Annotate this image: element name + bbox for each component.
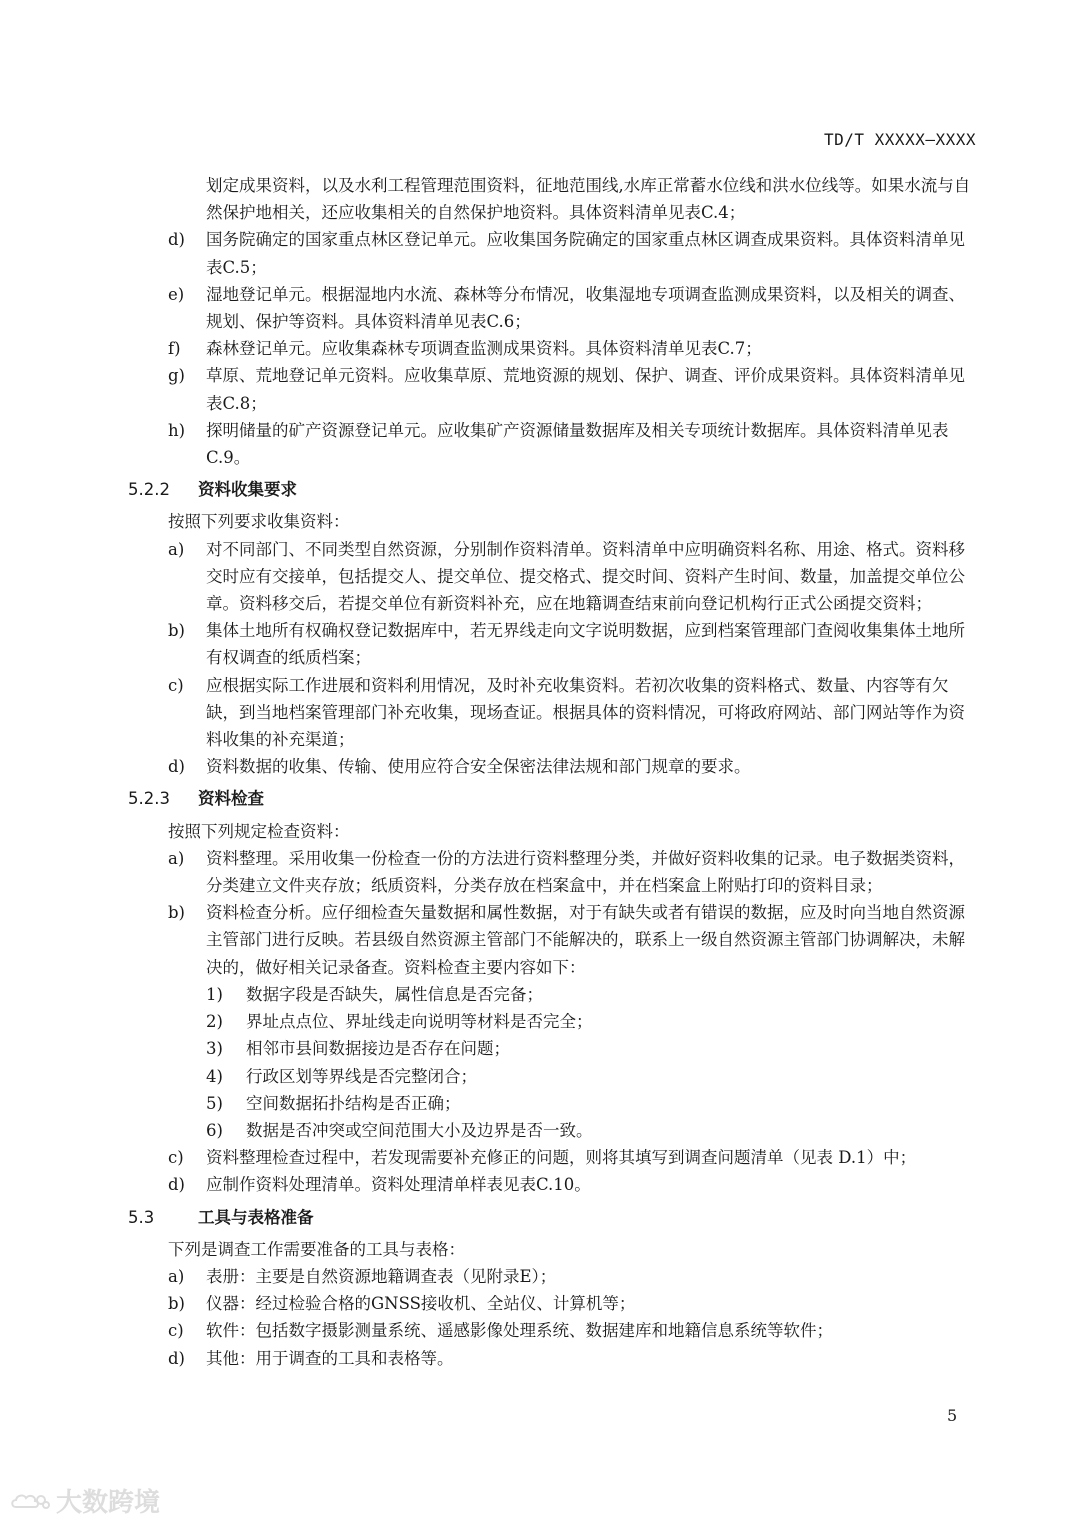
- sub-list-item: 2) 界址点点位、界址线走向说明等材料是否完全；: [206, 1012, 593, 1032]
- section-heading-5-3: 5.3 工具与表格准备: [128, 1207, 314, 1227]
- list-item: d) 国务院确定的国家重点林区登记单元。应收集国务院确定的国家重点林区调查成果资料。具体资料清单见表C.5；: [168, 230, 965, 277]
- list-item: f) 森林登记单元。应收集森林专项调查监测成果资料。具体资料清单见表C.7；: [168, 339, 762, 359]
- list-item: a) 表册：主要是自然资源地籍调查表（见附录E）；: [168, 1266, 557, 1286]
- sub-list-item: 5) 空间数据拓扑结构是否正确；: [206, 1093, 461, 1113]
- list-item: a) 对不同部门、不同类型自然资源，分别制作资料清单。资料清单中应明确资料名称、用途、格式。资料移交时应有交接单，包括提交人、提交单位、提交格式、提交时间、资料产生时间、数量，加盖提交单位公章。资料移交后，若提交单位有新资料补充，应在地籍调查结束前向登记机构行正式公函提交资料；: [168, 539, 965, 614]
- list-item: d) 资料数据的收集、传输、使用应符合安全保密法律法规和部门规章的要求。: [168, 757, 751, 777]
- list-item: h) 探明储量的矿产资源登记单元。应收集矿产资源储量数据库及相关专项统计数据库。具体资料清单见表C.9。: [168, 420, 949, 468]
- cloud-logo-icon: [10, 1490, 50, 1512]
- list-item: a) 资料整理。采用收集一份检查一份的方法进行资料整理分类，并做好资料收集的记录。电子数据类资料，分类建立文件夹存放；纸质资料，分类存放在档案盒中，并在档案盒上附贴打印的资料目录；: [168, 848, 965, 896]
- section-intro: 下列是调查工作需要准备的工具与表格：: [168, 1239, 465, 1259]
- watermark-text: 大数跨境: [56, 1488, 161, 1518]
- section-5-2-3-list: [128, 845, 978, 1199]
- document-body: [128, 172, 978, 1372]
- watermark: [10, 1482, 160, 1519]
- header-code: TD/T XXXXX—XXXX: [824, 130, 976, 149]
- list-item: d) 其他：用于调查的工具和表格等。: [168, 1348, 454, 1368]
- continuation-paragraph: 划定成果资料，以及水利工程管理范围资料，征地范围线,水库正常蓄水位线和洪水位线等。如果水流与自然保护地相关，还应收集相关的自然保护地资料。具体资料清单见表C.4；: [206, 176, 971, 223]
- list-item: b) 仪器：经过检验合格的GNSS接收机、全站仪、计算机等；: [168, 1294, 636, 1314]
- list-item: g) 草原、荒地登记单元资料。应收集草原、荒地资源的规划、保护、调查、评价成果资料。具体资料清单见表C.8；: [168, 366, 965, 413]
- list-item: c) 软件：包括数字摄影测量系统、遥感影像处理系统、数据建库和地籍信息系统等软件；: [168, 1321, 833, 1341]
- sub-list-item: 3) 相邻市县间数据接边是否存在问题；: [206, 1039, 510, 1059]
- section-heading-5-2-3: 5.2.3 资料检查: [128, 789, 264, 809]
- page-number: 5: [947, 1406, 958, 1425]
- list-item: c) 资料整理检查过程中，若发现需要补充修正的问题，则将其填写到调查问题清单（见表 D.1）中；: [168, 1148, 917, 1168]
- list-item: c) 应根据实际工作进展和资料利用情况，及时补充收集资料。若初次收集的资料格式、数量、内容等有欠缺，到当地档案管理部门补充收集，现场查证。根据具体的资料情况，可将政府网站、部门网站等作为资料收集的补充渠道；: [168, 675, 965, 750]
- list-item: b) 资料检查分析。应仔细检查矢量数据和属性数据，对于有缺失或者有错误的数据，应及时向当地自然资源主管部门进行反映。若县级自然资源主管部门不能解决的，联系上一级自然资源主管部门协调解决，未解决的，做好相关记录备查。资料检查主要内容如下：: [168, 903, 965, 977]
- sub-list-item: 1) 数据字段是否缺失，属性信息是否完备；: [206, 984, 543, 1004]
- section-intro: 按照下列规定检查资料：: [168, 821, 350, 841]
- section-intro: 按照下列要求收集资料：: [168, 512, 350, 532]
- sub-list-item: 4) 行政区划等界线是否完整闭合；: [206, 1066, 477, 1086]
- section-5-2-2-list: [128, 536, 978, 781]
- sub-list-item: 6) 数据是否冲突或空间范围大小及边界是否一致。: [206, 1120, 593, 1140]
- list-top: [128, 226, 978, 471]
- list-item: d) 应制作资料处理清单。资料处理清单样表见表C.10。: [168, 1175, 591, 1195]
- section-heading-5-2-2: 5.2.2 资料收集要求: [128, 480, 297, 500]
- section-5-3-list: [128, 1263, 978, 1372]
- list-item: e) 湿地登记单元。根据湿地内水流、森林等分布情况，收集湿地专项调查监测成果资料，以及相关的调查、规划、保护等资料。具体资料清单见表C.6；: [168, 284, 965, 332]
- list-item: b) 集体土地所有权确权登记数据库中，若无界线走向文字说明数据，应到档案管理部门查阅收集集体土地所有权调查的纸质档案；: [168, 621, 965, 668]
